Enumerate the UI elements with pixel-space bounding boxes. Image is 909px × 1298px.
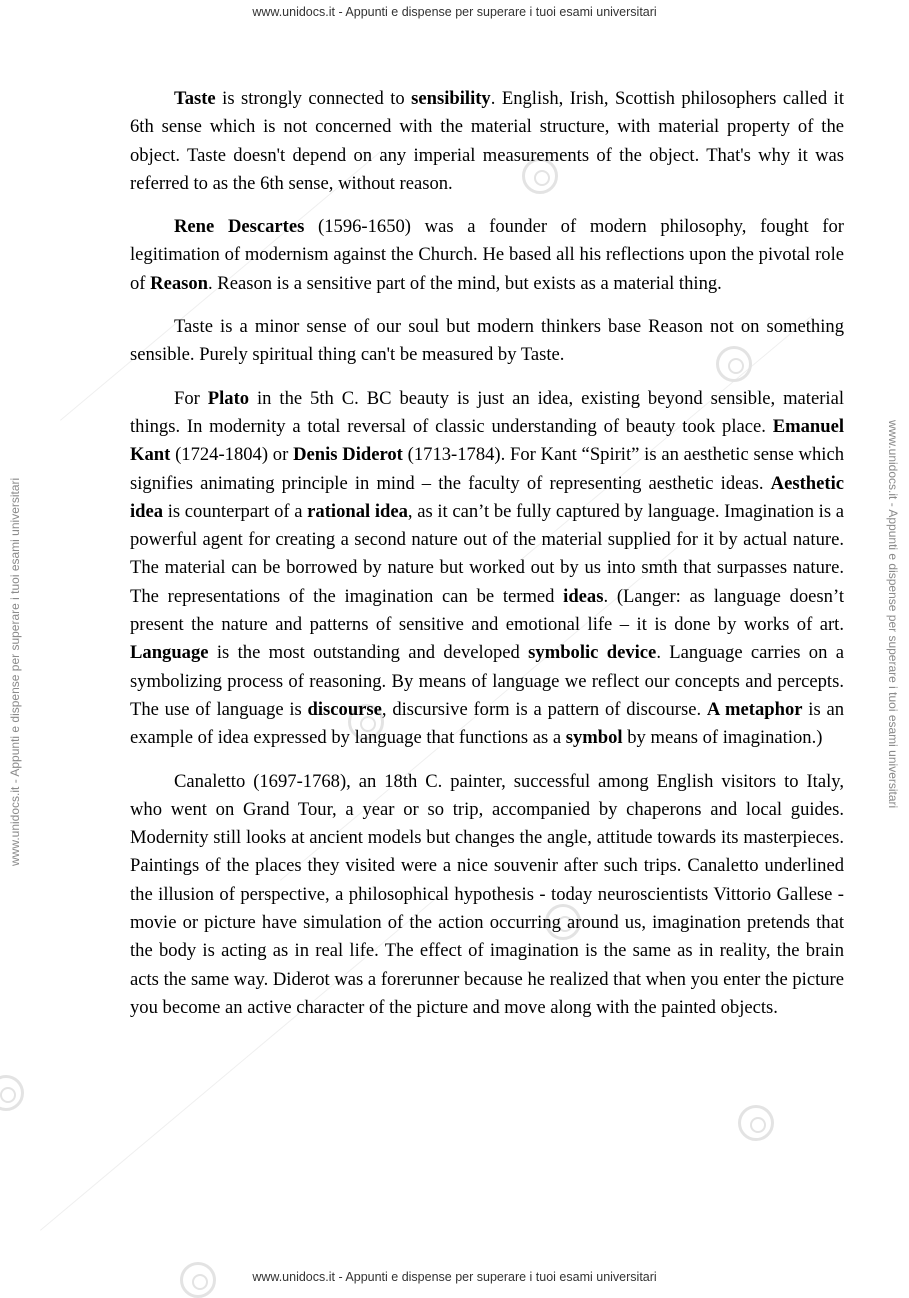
bold-term: Aesthetic idea <box>130 472 844 522</box>
right-margin-watermark: www.unidocs.it - Appunti e dispense per superare i tuoi esami universitari <box>886 420 900 809</box>
text-run: . Language carries on a symbolizing process of reasoning. By means of language we reflect our concepts and percepts. The use of language is <box>130 642 844 720</box>
paragraph-canaletto <box>130 768 844 1023</box>
bold-term: Plato <box>207 387 250 409</box>
watermark-logo-icon <box>738 1105 774 1141</box>
bold-term: Taste <box>174 88 216 109</box>
bold-term: sensibility <box>411 88 491 109</box>
text-run: . English, Irish, Scottish philosophers called it 6th sense which is not concerned with the material structure, with material property of the object. Taste doesn't depend on any imperial measurements of the object. That's why it was referred to as the 6th sense, without reason. <box>130 88 845 194</box>
bold-term: discourse <box>307 698 382 720</box>
bold-term: Reason <box>150 272 208 294</box>
text-run: . Reason is a sensitive part of the mind, but exists as a material thing. <box>208 272 722 294</box>
bold-term: rational idea <box>307 500 408 522</box>
text-run: , discursive form is a pattern of discourse. <box>381 698 707 720</box>
text-run: Canaletto (1697-1768), an 18th C. painter, successful among English visitors to Italy, who went on Grand Tour, a year or so trip, accompanied by chaperons and local guides. Modernity still looks at ancient models but changes the angle, attitude towards its masterpieces. Paintings of the places they visited were a nice souvenir after such trips. Canaletto underlined the illusion of perspective, a philosophical hypothesis - today neuroscientists Vittorio Gallese - movie or picture have simulation of the action occurring around us, imagination pretends that the body is acting as in real life. The effect of imagination is the same as in reality, the brain acts the same way. Diderot was a forerunner because he realized that when you enter the picture you become an active character of the picture and move along with the painted objects. <box>130 770 844 1018</box>
header-watermark: www.unidocs.it - Appunti e dispense per superare i tuoi esami universitari <box>252 5 657 19</box>
text-run: For <box>174 387 208 409</box>
text-run: , as it can’t be fully captured by language. Imagination is a powerful agent for creating a second nature out of the material supplied for it by actual nature. The material can be borrowed by nature but worked out by us into smth that surpasses nature. The representations of the imagination can be termed <box>130 500 844 607</box>
text-run: . (Langer: as language doesn’t present the nature and patterns of sensitive and emotional life – it is done by works of art. <box>130 585 844 636</box>
bold-term: Language <box>130 642 209 664</box>
bold-term: symbol <box>565 727 623 749</box>
bold-term: Emanuel Kant <box>130 415 844 466</box>
bold-term: A metaphor <box>706 698 803 720</box>
bold-term: symbolic device <box>528 642 657 664</box>
bold-term: ideas <box>563 585 604 607</box>
bold-term: Denis Diderot <box>293 444 403 466</box>
text-run: (1596-1650) was a founder of modern philosophy, fought for legitimation of modernism against the Church. He based all his reflections upon the pivotal role of <box>130 216 844 294</box>
left-margin-watermark: www.unidocs.it - Appunti e dispense per superare i tuoi esami universitari <box>8 477 22 866</box>
paragraph-descartes <box>130 213 844 298</box>
text-run: is the most outstanding and developed <box>208 642 529 664</box>
text-run: (1724-1804) or <box>170 444 294 466</box>
bold-term: Rene Descartes <box>174 216 305 238</box>
document-body <box>130 85 844 1037</box>
watermark-logo-icon <box>0 1075 24 1111</box>
text-run: Taste is a minor sense of our soul but modern thinkers base Reason not on something sensible. Purely spiritual thing can't be measured by Taste. <box>130 316 844 366</box>
paragraph-minor-sense <box>130 313 844 370</box>
paragraph-plato-kant <box>130 385 844 753</box>
footer-watermark: www.unidocs.it - Appunti e dispense per superare i tuoi esami universitari <box>252 1270 657 1284</box>
text-run: in the 5th C. BC beauty is just an idea, existing beyond sensible, material things. In modernity a total reversal of classic understanding of beauty took place. <box>130 387 844 437</box>
text-run: by means of imagination.) <box>622 727 823 749</box>
text-run: is counterpart of a <box>163 500 308 522</box>
paragraph-taste <box>130 85 844 198</box>
text-run: is strongly connected to <box>215 88 412 109</box>
text-run: is an example of idea expressed by language that functions as a <box>130 698 845 749</box>
text-run: (1713-1784). For Kant “Spirit” is an aesthetic sense which signifies animating principle in mind – the faculty of representing aesthetic ideas. <box>130 444 844 494</box>
